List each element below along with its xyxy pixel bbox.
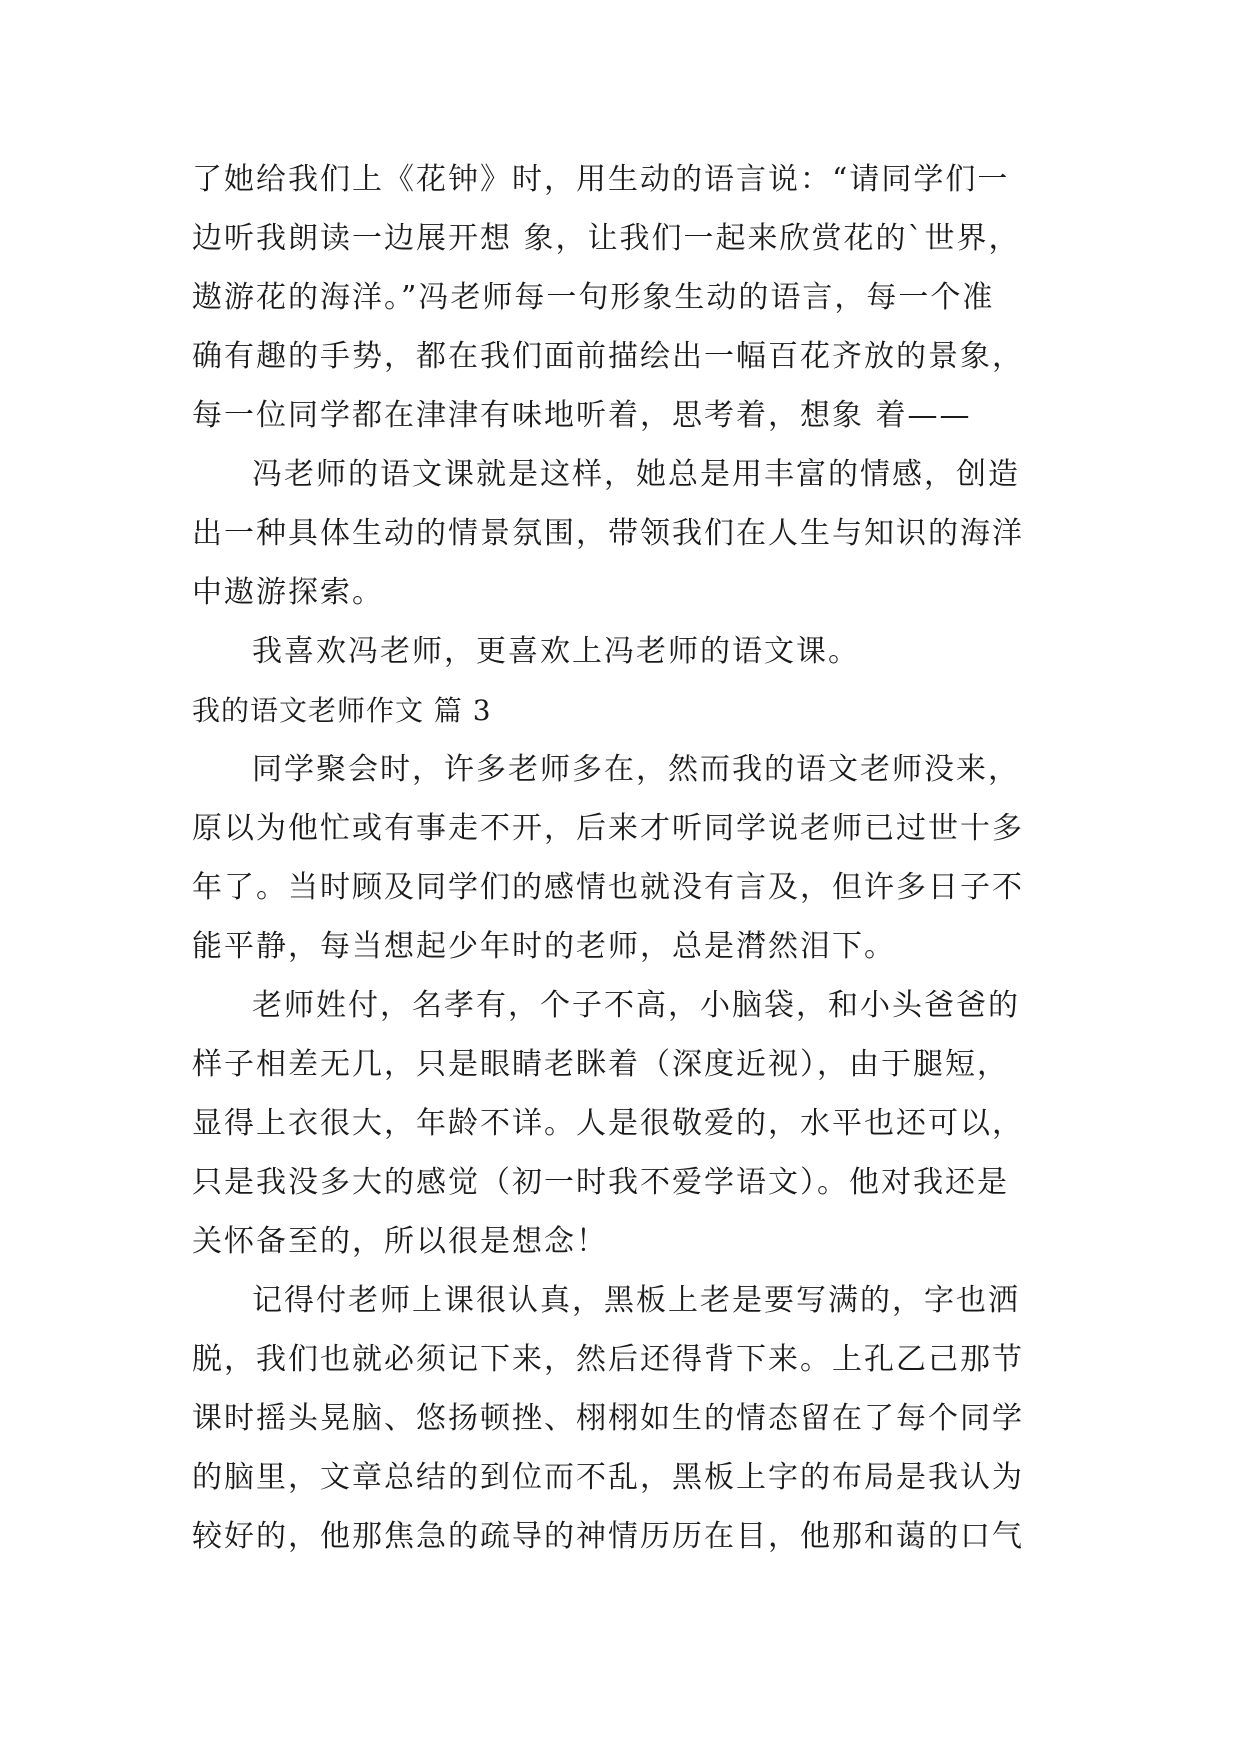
text-line: 我喜欢冯老师，更喜欢上冯老师的语文课。	[252, 634, 860, 669]
text-line: 显得上衣很大，年龄不详。人是很敬爱的，水平也还可以，	[192, 1106, 1024, 1141]
text-line: 边听我朗读一边展开想 象，让我们一起来欣赏花的`世界，	[192, 221, 1021, 256]
text-line: 的脑里，文章总结的到位而不乱，黑板上字的布局是我认为	[192, 1460, 1024, 1495]
text-line: 确有趣的手势，都在我们面前描绘出一幅百花齐放的景象，	[192, 339, 1024, 374]
text-line: 能平静，每当想起少年时的老师，总是潸然泪下。	[192, 929, 896, 964]
text-line: 了她给我们上《花钟》时，用生动的语言说：“请同学们一	[192, 162, 1010, 197]
text-line: 出一种具体生动的情景氛围，带领我们在人生与知识的海洋	[192, 516, 1024, 551]
text-line: 较好的，他那焦急的疏导的神情历历在目，他那和蔼的口气	[192, 1519, 1024, 1554]
text-line: 同学聚会时，许多老师多在，然而我的语文老师没来，	[252, 752, 1020, 787]
text-line: 样子相差无几，只是眼睛老眯着（深度近视），由于腿短，	[192, 1047, 1009, 1082]
text-line: 只是我没多大的感觉（初一时我不爱学语文）。他对我还是	[192, 1165, 1009, 1200]
text-line: 老师姓付，名孝有，个子不高，小脑袋，和小头爸爸的	[252, 988, 1020, 1023]
text-line: 中遨游探索。	[192, 575, 384, 610]
text-line: 冯老师的语文课就是这样，她总是用丰富的情感，创造	[252, 457, 1020, 492]
text-line: 年了。当时顾及同学们的感情也就没有言及，但许多日子不	[192, 870, 1024, 905]
text-line: 每一位同学都在津津有味地听着，思考着，想象 着——	[192, 398, 972, 433]
text-line: 原以为他忙或有事走不开，后来才听同学说老师已过世十多	[192, 811, 1024, 846]
text-line: 课时摇头晃脑、悠扬顿挫、栩栩如生的情态留在了每个同学	[192, 1401, 1024, 1436]
text-line: 脱，我们也就必须记下来，然后还得背下来。上孔乙己那节	[192, 1342, 1024, 1377]
text-line: 关怀备至的，所以很是想念！	[192, 1224, 608, 1259]
text-line: 遨游花的海洋。”冯老师每一句形象生动的语言，每一个准	[192, 280, 995, 315]
section-heading: 我的语文老师作文 篇 3	[192, 694, 492, 727]
text-line: 记得付老师上课很认真，黑板上老是要写满的，字也洒	[252, 1283, 1020, 1318]
document-body	[192, 150, 1072, 1566]
